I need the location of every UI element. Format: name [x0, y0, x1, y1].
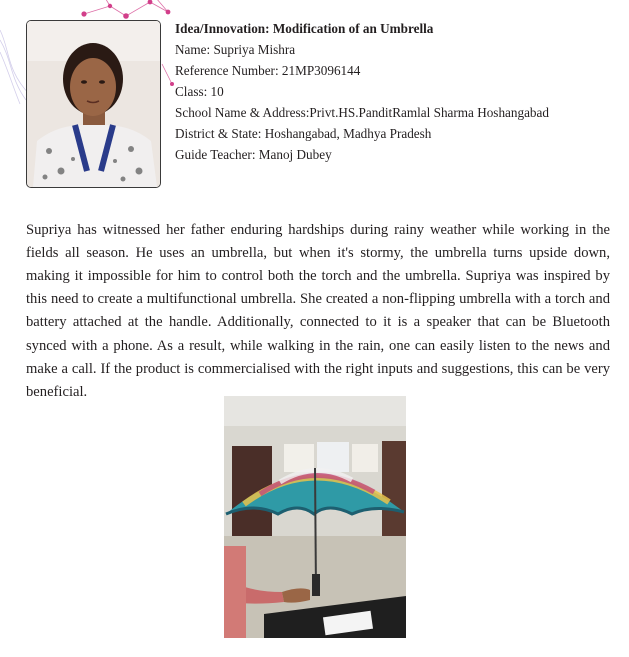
umbrella-photo: [224, 396, 406, 638]
guide-teacher: Guide Teacher: Manoj Dubey: [175, 147, 332, 162]
student-details: [175, 18, 549, 165]
student-class: Class: 10: [175, 84, 224, 99]
student-name: Name: Supriya Mishra: [175, 42, 296, 57]
reference-number: Reference Number: 21MP3096144: [175, 63, 361, 78]
school-address: School Name & Address:Privt.HS.PanditRamlal Sharma Hoshangabad: [175, 105, 549, 120]
student-portrait: [26, 20, 161, 188]
idea-title: Idea/Innovation: Modification of an Umbrella: [175, 21, 434, 36]
district-state: District & State: Hoshangabad, Madhya Pradesh: [175, 126, 432, 141]
story-paragraph: Supriya has witnessed her father enduring hardships during rainy weather while working in the fields all season. He uses an umbrella, but when it's stormy, the umbrella turns upside down, making it impossible for him to control both the torch and the umbrella. Supriya was inspired by this need to create a multifunctional umbrella. She created a non-flipping umbrella with a torch and battery attached at the handle. Additionally, connected to it is a speaker that can be Bluetooth synced with a phone. As a result, while walking in the rain, one can easily listen to the news and make a call. If the product is commercialised with the right inputs and suggestions, this can be very beneficial.: [26, 221, 610, 401]
